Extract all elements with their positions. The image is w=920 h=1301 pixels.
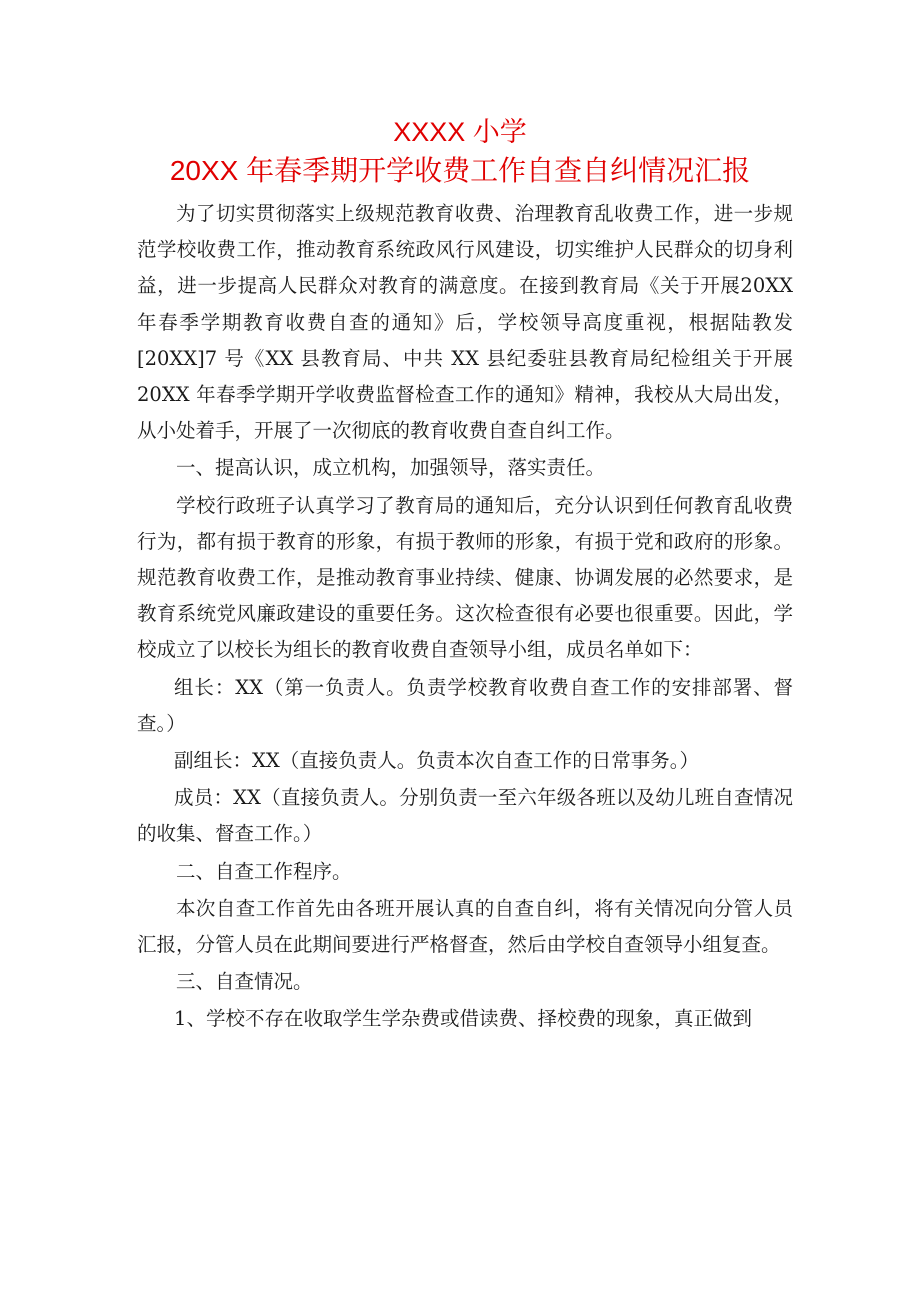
document-body [137,196,793,1038]
school-title: XXXX 小学 [393,117,527,147]
section-heading-2: 二、自查工作程序。 [176,859,352,883]
section-2-paragraph: 本次自查工作首先由各班开展认真的自查自纠，将有关情况向分管人员汇报，分管人员在此期间要进行严格督查，然后由学校自查领导小组复查。 [137,896,793,957]
item-1-paragraph: 1、学校不存在收取学生学杂费或借读费、择校费的现象，真正做到 [174,1007,752,1031]
section-1-paragraph: 学校行政班子认真学习了教育局的通知后，充分认识到任何教育乱收费行为，都有损于教育的形象，有损于教师的形象，有损于党和政府的形象。规范教育收费工作，是推动教育事业持续、健康、协调发展的必然要求，是教育系统党风廉政建设的重要任务。这次检查很有必要也很重要。因此，学校成立了以校长为组长的教育收费自查领导小组，成员名单如下： [137,493,793,662]
section-heading-1: 一、提高认识，成立机构，加强领导，落实责任。 [176,456,606,480]
report-title: 20XX 年春季期开学收费工作自查自纠情况汇报 [169,155,751,186]
intro-paragraph: 为了切实贯彻落实上级规范教育收费、治理教育乱收费工作，进一步规范学校收费工作，推动教育系统政风行风建设，切实维护人民群众的切身利益，进一步提高人民群众对教育的满意度。在接到教育局《关于开展20XX 年春季学期教育收费自查的通知》后，学校领导高度重视，根据陆教发[20XX]7 号《XX 县教育局、中共 XX 县纪委驻县教育局纪检组关于开展20XX 年春季学期开学收费监督检查工作的通知》精神，我校从大局出发，从小处着手，开展了一次彻底的教育收费自查自纠工作。 [137,202,793,443]
leader-entry: 组长：XX（第一负责人。负责学校教育收费自查工作的安排部署、督查。） [137,675,793,735]
section-heading-3: 三、自查情况。 [176,970,313,994]
deputy-leader-entry: 副组长：XX（直接负责人。负责本次自查工作的日常事务。） [174,749,700,773]
members-entry: 成员：XX（直接负责人。分别负责一至六年级各班以及幼儿班自查情况的收集、督查工作。） [137,786,793,846]
